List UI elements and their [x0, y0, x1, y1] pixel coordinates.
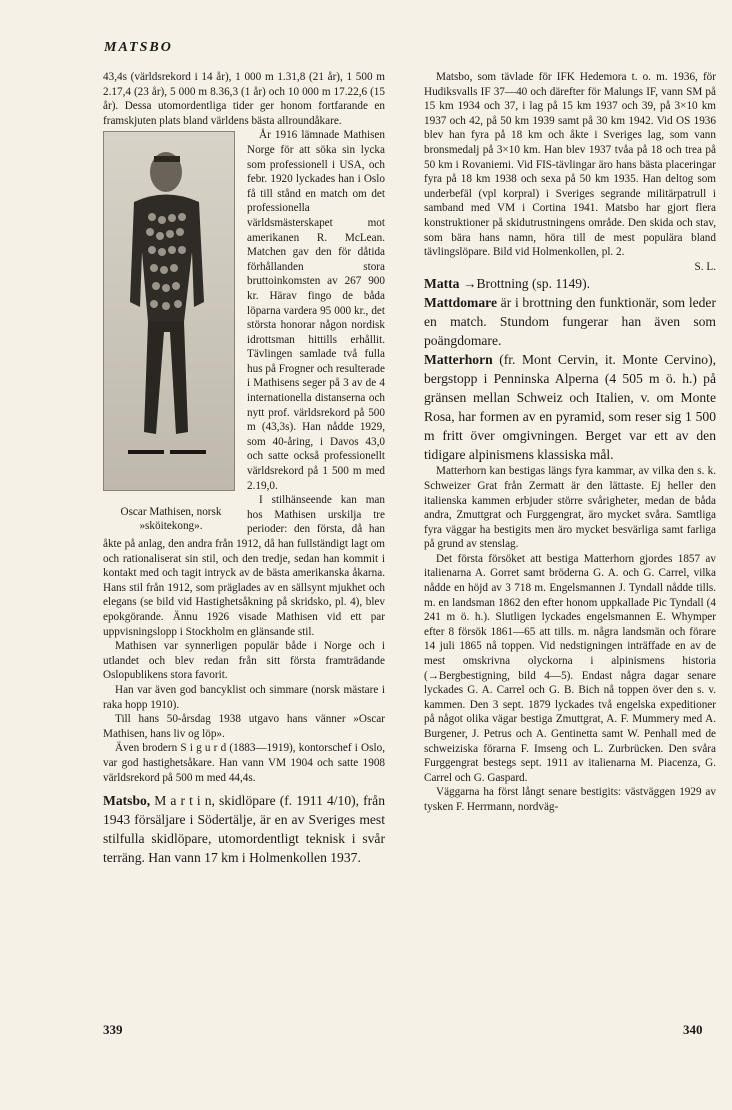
matterhorn-entry-text: (fr. Mont Cervin, it. Monte Cervino), bergstopp i Penninska Alperna (4 505 m ö. h.) på gränsen mellan Schweiz och Italien, v. om Monte Rosa, har formen av en pyramid, som reser sig 1 500 m fritt över omgivningen. Berget var ett av den tidigare alpinismens klassiska mål.	[424, 352, 716, 463]
matterhorn-paragraph-2: Matterhorn kan bestigas längs fyra kammar, av vilka den s. k. Schweizer Grat från Zermatt är den lättaste. Ej heller den italienska kammen erbjuder större svårigheter, medan de båda andra, Zmuttgrat och Furggengrat, äro mycket svåra. Samtliga fyra väggar ha bestigits men äro mycket besvärliga samt farliga på grund av stenslag.	[424, 465, 716, 551]
matsbo-signature: S. L.	[694, 260, 716, 273]
photo-figure	[103, 131, 239, 533]
left-paragraph-5: Han var även god bancyklist och simmare (norsk mästare i raka hopp 1910).	[103, 683, 385, 711]
matsbo-continued: Matsbo, som tävlade för IFK Hedemora t. o. m. 1936, för Hudiksvalls IF 37—40 och därefter för Malungs IF, vann SM på 15 km 1934 och 37, i lag på 15 km 1937 och 39, på 3×10 km 1937 och 42, på 50 km 1939 samt på 30 km 1942. Vid OS 1936 blev han fyra på 18 km och åkte i Sveriges lag, som vann bronsmedalj på 3×10 km. Han blev 1937 tvåa på 18 och trea på 50 km i Rovaniemi. Vid FIS-tävlingar äro hans bästa placeringar fyra på 18 km 1938 och sexa på 50 km 1935. Han deltog som underbefäl (vpl korpral) i Sveriges segrande militärpatrull i samband med VM i Cortina 1941. Matsbo har gjort flera konstruktioner på skidutrustningens område. Den skida och stav, som bära hans namn, höra till de mest populära bland tävlingslöpare. Bild vid Holmenkollen, pl. 2.	[424, 71, 716, 259]
matta-entry-text: →Brottning (sp. 1149).	[459, 276, 591, 292]
mattdomare-entry-text: är i brottning den funktionär, som leder en match. Stundom fungerar han även som poängdomare.	[424, 295, 716, 349]
left-paragraph-3: I stilhänseende kan man hos Mathisen urskilja tre perioder: den första, då han åkte på anlag, den andra från 1912, då han fullständigt lagt om och rationaliserat sin stil, och den tredje, sedan han kommit i kontakt med och tagit intryck av de bästa amerikanska åkarna. Hans stil från 1912, som präglades av en sällsynt mjukhet och elegans (se bild vid Hastighetsåkning på skridsko, pl. 4), blev epokgörande. Ännu 1926 visade Mathisen vid ett par uppvisningslopp i Stockholm en glänsande stil.	[103, 494, 385, 638]
running-head: MATSBO	[104, 40, 173, 55]
skater-silhouette-icon	[104, 132, 234, 490]
portrait-photo	[103, 131, 235, 491]
matta-headword: Matta	[424, 276, 460, 292]
matsbo-entry-text: M a r t i n, skidlöpare (f. 1911 4/10), från 1943 försäljare i Södertälje, är en av Sveriges mest stilfulla skidlöpare, utomordentligt teknisk i svår terräng. Han vann 17 km i Holmenkollen 1937.	[103, 793, 385, 866]
left-paragraph-7: Även brodern S i g u r d (1883—1919), kontorschef i Oslo, var god hastighetsåkare. Han vann VM 1904 och satte 1908 världsrekord på 500 m med 44,4s.	[103, 742, 385, 784]
mattdomare-entry	[424, 293, 716, 350]
page-number-right: 340	[683, 1022, 703, 1037]
matsbo-entry	[103, 791, 385, 867]
photo-caption: Oscar Mathisen, norsk »sköitekong».	[120, 506, 222, 533]
mattdomare-headword: Mattdomare	[424, 295, 497, 311]
left-column	[103, 70, 385, 867]
matsbo-headword: Matsbo,	[103, 793, 151, 809]
matterhorn-paragraph-3: Det första försöket att bestiga Matterhorn gjordes 1857 av italienarna A. Gorret samt bröderna G. A. och G. Carrel, vilka nådde en höjd av 3 718 m. Engelsmannen J. Tyndall nådde tills. m. en landsman 1862 den efter honom uppkallade Pic Tyndall (4 241 m ö. h.). Slutligen lyckades engelsmannen E. Whymper efter 8 försök 1861—65 att tills. m. några landsmän och förare 14 juli 1865 nå toppen. Vid nedstigningen inträffade en av de mest omskrivna olyckorna i alpinismens historia (→Bergbestigning, bild 4—5). Endast några dagar senare lyckades G. A. Carrel och G. B. Bich nå toppen över den s. v. kammen. Den 3 sept. 1879 lyckades två engelska expeditioner på något olika vägar bestiga Zmuttgrat, A. F. Mummery med A. Burgener, J. Petrus och A. Gentinetta samt W. Penhall med de schweiziska förarna F. Imseng och L. Zurbrücken. Den svåra Furggengrat bestegs sept. 1911 av italienarna M. Piacenza, G. Carrel och G. Gaspard.	[424, 552, 716, 784]
matta-entry	[424, 274, 716, 293]
right-column	[424, 70, 716, 815]
left-paragraph-4: Mathisen var synnerligen populär både i Norge och i utlandet och blev redan från sitt första framträdande Oslopublikens stora favorit.	[103, 640, 385, 682]
intro-paragraph: 43,4s (världsrekord i 14 år), 1 000 m 1.31,8 (21 år), 1 500 m 2.17,4 (23 år), 5 000 m 8.36,3 (1 år) och 10 000 m 17.22,6 (15 år). Dessa utomordentliga tider ger honom fortfarande en framskjuten plats bland världens bästa allroundåkare.	[103, 71, 385, 127]
left-paragraph-6: Till hans 50-årsdag 1938 utgavo hans vänner »Oscar Mathisen, hans liv og löp».	[103, 713, 385, 740]
page-number-left: 339	[103, 1022, 123, 1037]
matterhorn-entry	[424, 350, 716, 464]
matterhorn-paragraph-4: Väggarna ha först långt senare bestigits: västväggen 1929 av tysken F. Herrmann, nordväg-	[424, 786, 716, 813]
matterhorn-headword: Matterhorn	[424, 352, 493, 368]
left-paragraph-2: År 1916 lämnade Mathisen Norge för att söka sin lycka som professionell i USA, och febr. 1920 lyckades han i Oslo få till stånd en match om det professionella världsmästerskapet mot amerikanen R. McLean. Matchen gav den för dåtida förhållanden stora bruttoinkomsten av 267 900 kr. Härav fingo de båda löparna vardera 95 000 kr., det största honorar någon nordisk idrottsman hittills erhållit. Tävlingen samlade två fulla hus på Frogner och resulterade i Mathisens seger på 3 av de 4 internationella distanserna och nytt prof. världsrekord på 500 m (43,3s). Han nådde 1929, som 40-åring, i Davos 43,0 och satte också professionellt världsrekord på 1 500 m med 2.19,0.	[247, 129, 385, 492]
